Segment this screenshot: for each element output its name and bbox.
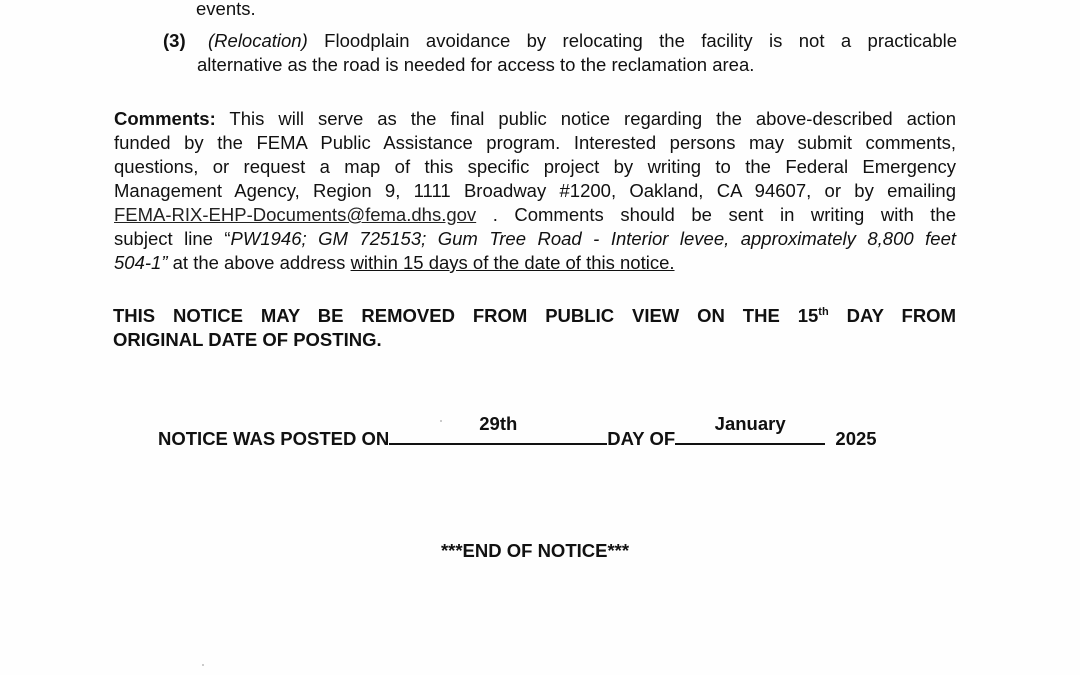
- deadline-text: within 15 days of the date of this notice.: [350, 252, 675, 273]
- scan-speck: [440, 420, 442, 422]
- posting-date-line: [158, 413, 877, 450]
- relocation-line-2: alternative as the road is needed for access to the reclamation area.: [197, 54, 755, 75]
- comments-paragraph: [114, 107, 956, 275]
- removal-line-2: ORIGINAL DATE OF POSTING.: [113, 329, 382, 350]
- subject-line: PW1946; GM 725153; Gum Tree Road - Interior levee, approximately 8,800 feet: [230, 228, 956, 249]
- scan-speck: [202, 664, 204, 666]
- removal-line-1: THIS NOTICE MAY BE REMOVED FROM PUBLIC VIEW ON THE 15th DAY FROM: [113, 305, 956, 326]
- posted-month-value: January: [714, 413, 786, 434]
- comments-line-3: questions, or request a map of this specific project by writing to the Federal Emergency: [114, 156, 956, 177]
- posted-year: 2025: [835, 428, 877, 449]
- posted-day-value: 29th: [479, 413, 518, 434]
- removal-notice: [113, 304, 956, 352]
- relocation-item: [163, 29, 957, 77]
- item-heading: (Relocation): [208, 30, 308, 51]
- events-tail-text: events.: [196, 0, 256, 19]
- relocation-line-1: (3) (Relocation) Floodplain avoidance by relocating the facility is not a practicable: [163, 30, 958, 51]
- posted-label: NOTICE WAS POSTED ON: [158, 428, 390, 449]
- comments-line-1: Comments: This will serve as the final public notice regarding the above-described action: [114, 108, 957, 129]
- end-of-notice: ***END OF NOTICE***: [440, 540, 630, 561]
- comments-line-4: Management Agency, Region 9, 1111 Broadway #1200, Oakland, CA 94607, or by emailing: [114, 180, 956, 201]
- posted-month-field[interactable]: [675, 413, 825, 445]
- item-number: (3): [163, 30, 186, 51]
- comments-line-6: subject line “PW1946; GM 725153; Gum Tree Road - Interior levee, approximately 8,800 feet: [114, 228, 956, 249]
- comments-label: Comments:: [114, 108, 216, 129]
- comments-line-7: 504-1” at the above address within 15 days of the date of this notice.: [114, 252, 675, 273]
- email-link[interactable]: FEMA-RIX-EHP-Documents@fema.dhs.gov: [114, 204, 477, 225]
- posted-day-field[interactable]: [389, 413, 607, 445]
- day-of-label: DAY OF: [607, 428, 676, 449]
- comments-line-5: FEMA-RIX-EHP-Documents@fema.dhs.gov . Comments should be sent in writing with the: [114, 204, 957, 225]
- comments-line-2: funded by the FEMA Public Assistance program. Interested persons may submit comments,: [114, 132, 956, 153]
